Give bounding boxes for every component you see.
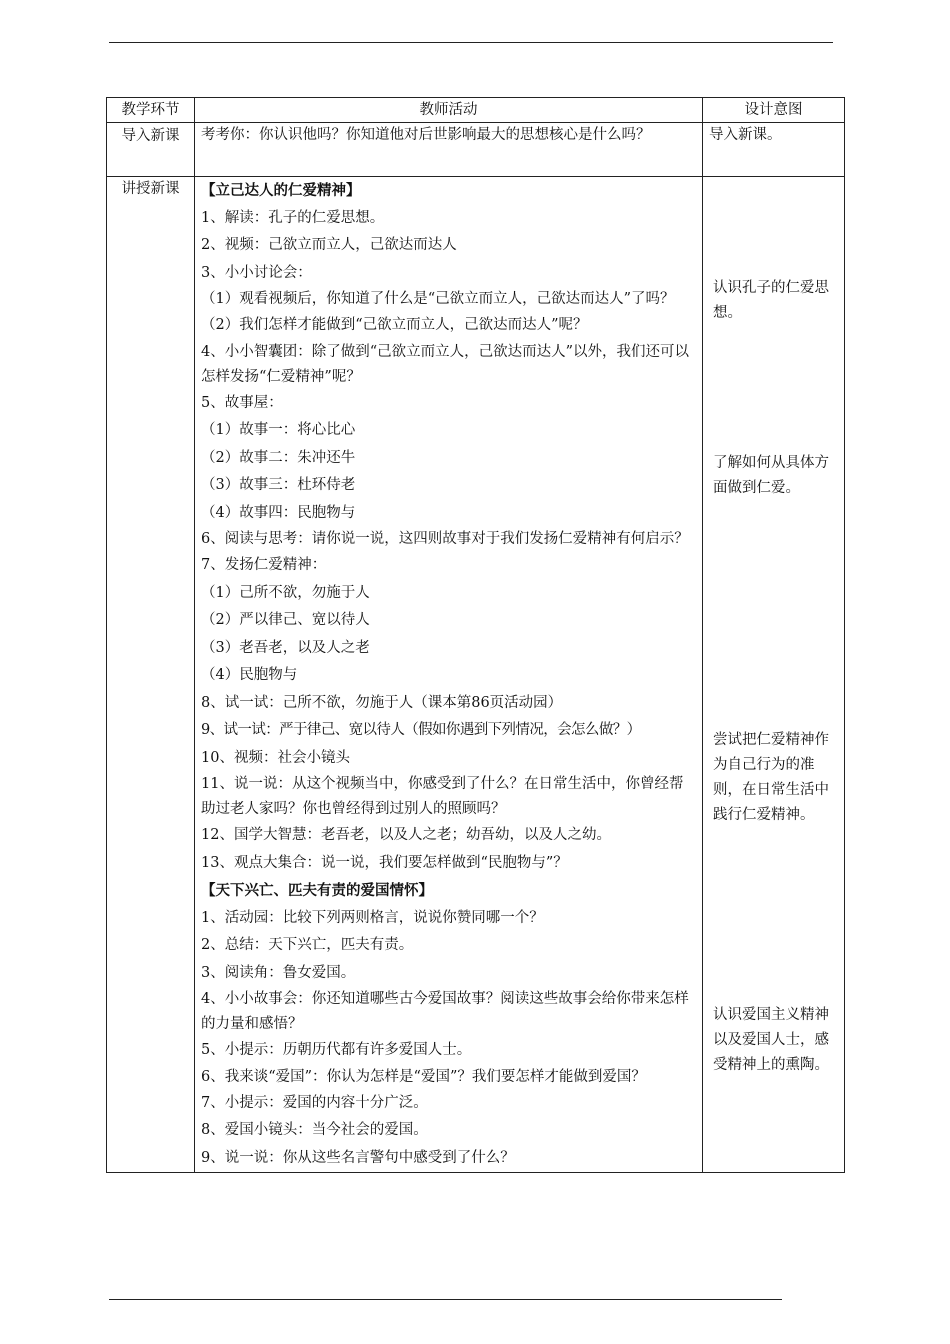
- activity-line: 1、活动园：比较下列两则格言，说说你赞同哪一个？: [201, 909, 544, 926]
- activity-line: 3、阅读角：鲁女爱国。: [201, 964, 356, 981]
- activity-line: 4、小小智囊团：除了做到“己欲立而立人，己欲达而达人”以外，我们还可以怎样发扬“仁爱精神”呢？: [201, 343, 690, 385]
- header-rule: [109, 42, 833, 43]
- activity-line: （3）老吾老，以及人之老: [201, 639, 370, 656]
- activity-line: 12、国学大智慧：老吾老，以及人之老；幼吾幼，以及人之幼。: [201, 827, 611, 843]
- table-row: [107, 123, 845, 177]
- activity-line: （2）严以律己、宽以待人: [201, 612, 370, 628]
- intent-cell: [703, 177, 845, 1173]
- activity-line: 10、视频：社会小镜头: [201, 749, 350, 766]
- activity-line: 2、视频：己欲立而立人，己欲达而达人: [201, 237, 457, 253]
- intent-text: 尝试把仁爱精神作为自己行为的准则，在日常生活中践行仁爱精神。: [713, 732, 829, 823]
- activity-line: 11、说一说：从这个视频当中，你感受到了什么？在日常生活中，你曾经帮助过老人家吗？你也曾经得到过别人的照顾吗？: [201, 776, 684, 817]
- intent-text: 导入新课。: [709, 127, 782, 143]
- table-row: [107, 177, 845, 1173]
- activity-line: 8、爱国小镜头：当今社会的爱国。: [201, 1122, 428, 1138]
- activity-line: （3）故事三：杜环侍老: [201, 477, 356, 493]
- table-header-row: [107, 98, 845, 123]
- activity-line: 7、发扬仁爱精神：: [201, 557, 327, 573]
- activity-cell: [195, 177, 703, 1173]
- activity-line: 2、总结：天下兴亡，匹夫有责。: [201, 937, 414, 953]
- activity-line: 1、解读：孔子的仁爱思想。: [201, 209, 385, 226]
- activity-cell: [195, 123, 703, 177]
- activity-line: 7、小提示：爱国的内容十分广泛。: [201, 1094, 428, 1111]
- activity-line: （2）故事二：朱冲还牛: [201, 449, 356, 466]
- section-heading: 【立己达人的仁爱精神】: [201, 182, 361, 199]
- activity-line: 6、阅读与思考：请你说一说，这四则故事对于我们发扬仁爱精神有何启示？: [201, 531, 689, 547]
- activity-line: 4、小小故事会：你还知道哪些古今爱国故事？阅读这些故事会给你带来怎样的力量和感悟？: [201, 991, 689, 1032]
- intent-cell: [703, 123, 845, 177]
- activity-line: （2）我们怎样才能做到“己欲立而立人，己欲达而达人”呢？: [201, 317, 588, 333]
- activity-line: 3、小小讨论会：: [201, 264, 312, 281]
- activity-line: （4）民胞物与: [201, 667, 298, 683]
- header-intent: 设计意图: [703, 98, 845, 123]
- footer-rule: [109, 1299, 782, 1300]
- activity-line: 9、说一说：你从这些名言警句中感受到了什么？: [201, 1149, 515, 1166]
- activity-line: 13、观点大集合：说一说，我们要怎样做到“民胞物与”？: [201, 854, 568, 871]
- activity-line: 5、小提示：历朝历代都有许多爱国人士。: [201, 1042, 472, 1058]
- header-activity: 教师活动: [195, 98, 703, 123]
- intent-text: 认识孔子的仁爱思想。: [713, 280, 829, 321]
- stage-cell: 导入新课: [107, 123, 195, 177]
- intent-text: 了解如何从具体方面做到仁爱。: [713, 455, 829, 496]
- stage-cell: 讲授新课: [107, 177, 195, 1173]
- activity-line: 5、故事屋：: [201, 394, 283, 411]
- intent-text: 认识爱国主义精神以及爱国人士，感受精神上的熏陶。: [713, 1007, 829, 1073]
- lesson-plan-table: [106, 97, 845, 1173]
- activity-line: 8、试一试：己所不欲，勿施于人（课本第86页活动园）: [201, 694, 563, 711]
- activity-line: （4）故事四：民胞物与: [201, 504, 356, 521]
- activity-line: （1）观看视频后，你知道了什么是“己欲立而立人，己欲达而达人”了吗？: [201, 291, 675, 307]
- activity-line: 9、试一试：严于律己、宽以待人（假如你遇到下列情况，会怎么做？）: [201, 722, 641, 738]
- header-stage: 教学环节: [107, 98, 195, 123]
- activity-line: （1）故事一：将心比心: [201, 422, 356, 438]
- activity-line: 6、我来谈“爱国”：你认为怎样是“爱国”？我们要怎样才能做到爱国？: [201, 1068, 646, 1085]
- activity-line: （1）己所不欲，勿施于人: [201, 584, 370, 601]
- section-heading: 【天下兴亡、匹夫有责的爱国情怀】: [201, 882, 433, 899]
- activity-text: 考考你：你认识他吗？你知道他对后世影响最大的思想核心是什么吗？: [201, 127, 651, 143]
